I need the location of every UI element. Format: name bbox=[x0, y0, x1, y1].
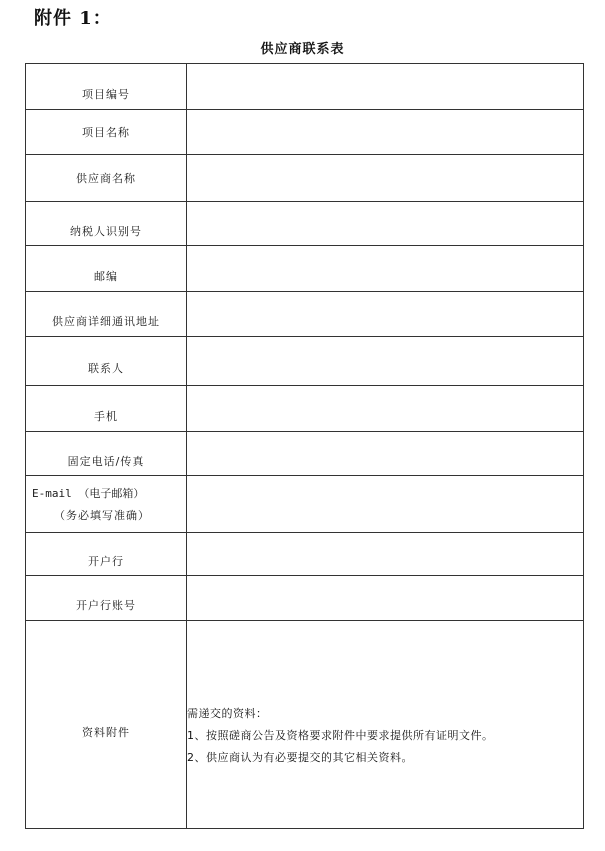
value-address[interactable] bbox=[187, 292, 584, 337]
table-row bbox=[26, 110, 584, 155]
value-project-name[interactable] bbox=[187, 110, 584, 155]
email-label-line2: （务必填写准确） bbox=[54, 509, 150, 522]
email-label-line1: E-mail （电子邮箱） bbox=[32, 487, 145, 500]
value-email[interactable] bbox=[187, 476, 584, 533]
table-row bbox=[26, 292, 584, 337]
value-taxpayer-id[interactable] bbox=[187, 202, 584, 246]
label-project-number: 项目编号 bbox=[26, 64, 187, 110]
table-row bbox=[26, 337, 584, 386]
table-row bbox=[26, 202, 584, 246]
label-supplier-name: 供应商名称 bbox=[26, 155, 187, 202]
attachments-notes bbox=[187, 621, 584, 829]
value-bank-account[interactable] bbox=[187, 576, 584, 621]
notes-item-2: 2、供应商认为有必要提交的其它相关资料。 bbox=[187, 750, 413, 764]
label-bank-account: 开户行账号 bbox=[26, 576, 187, 621]
value-project-number[interactable] bbox=[187, 64, 584, 110]
table-row bbox=[26, 621, 584, 829]
supplier-contact-table bbox=[25, 63, 584, 829]
table-row bbox=[26, 476, 584, 533]
label-mobile: 手机 bbox=[26, 386, 187, 432]
label-email bbox=[26, 476, 187, 533]
label-contact-person: 联系人 bbox=[26, 337, 187, 386]
notes-intro: 需递交的资料： bbox=[187, 706, 268, 720]
value-phone-fax[interactable] bbox=[187, 432, 584, 476]
value-postcode[interactable] bbox=[187, 246, 584, 292]
table-row bbox=[26, 576, 584, 621]
value-bank[interactable] bbox=[187, 533, 584, 576]
table-row bbox=[26, 386, 584, 432]
table-row bbox=[26, 64, 584, 110]
form-title: 供应商联系表 bbox=[260, 42, 345, 57]
label-phone-fax: 固定电话/传真 bbox=[26, 432, 187, 476]
notes-item-1: 1、按照磋商公告及资格要求附件中要求提供所有证明文件。 bbox=[187, 728, 494, 742]
value-mobile[interactable] bbox=[187, 386, 584, 432]
value-supplier-name[interactable] bbox=[187, 155, 584, 202]
label-postcode: 邮编 bbox=[26, 246, 187, 292]
table-row bbox=[26, 533, 584, 576]
value-contact-person[interactable] bbox=[187, 337, 584, 386]
table-row bbox=[26, 246, 584, 292]
label-project-name: 项目名称 bbox=[26, 110, 187, 155]
table-row bbox=[26, 432, 584, 476]
label-bank: 开户行 bbox=[26, 533, 187, 576]
label-address: 供应商详细通讯地址 bbox=[26, 292, 187, 337]
label-attachments: 资料附件 bbox=[26, 621, 187, 829]
label-taxpayer-id: 纳税人识别号 bbox=[26, 202, 187, 246]
table-row bbox=[26, 155, 584, 202]
attachment-label: 附件 1： bbox=[34, 8, 112, 29]
